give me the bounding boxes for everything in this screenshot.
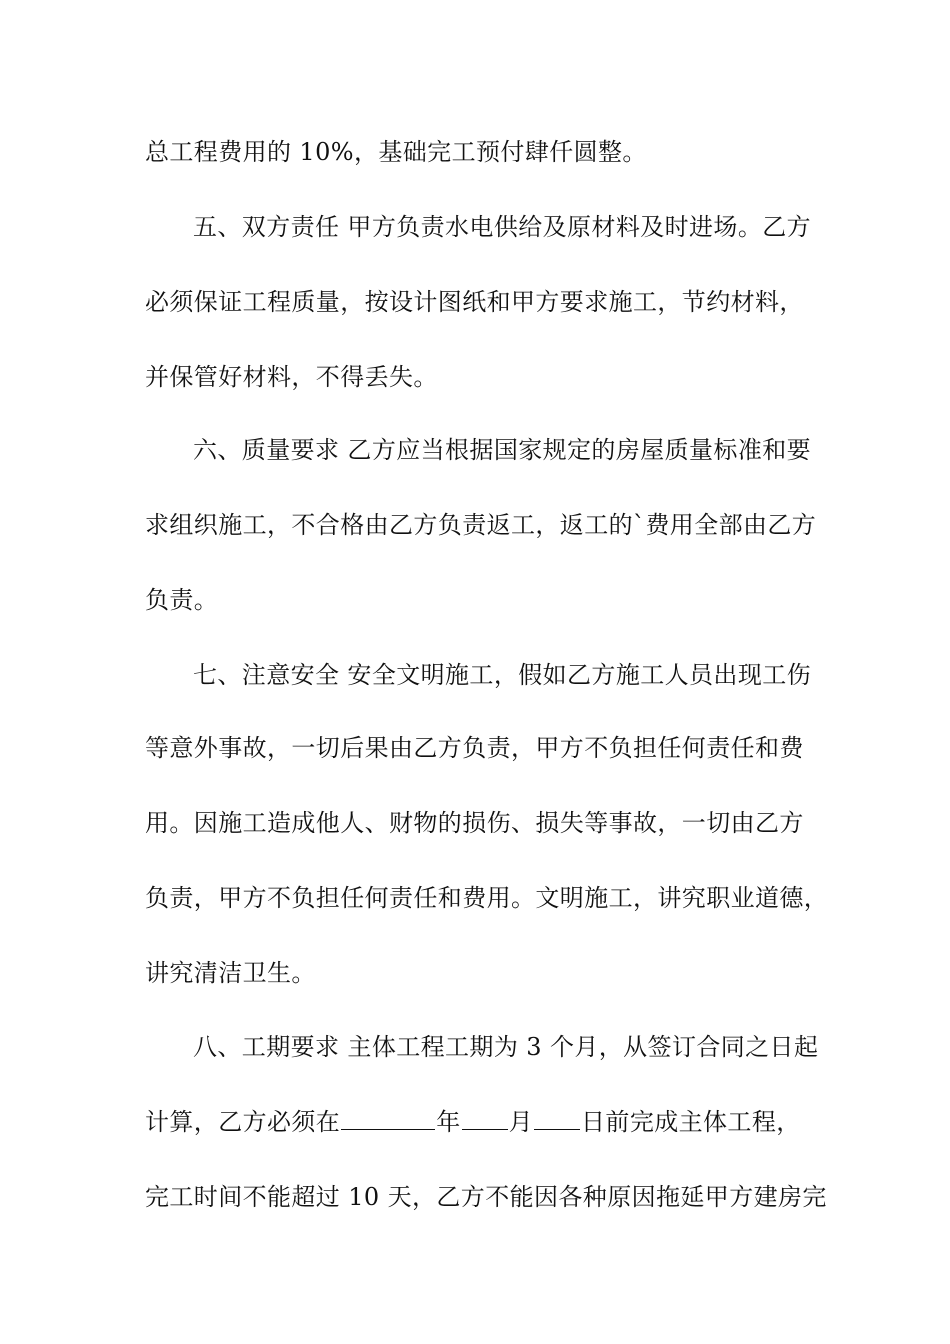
section-6-heading-line: 六、质量要求 乙方应当根据国家规定的房屋质量标准和要 xyxy=(193,436,812,464)
section-8-heading-line: 八、工期要求 主体工程工期为 3 个月，从签订合同之日起 xyxy=(193,1033,819,1061)
text-line-7: 负责。 xyxy=(145,586,219,614)
text-line-9: 等意外事故，一切后果由乙方负责，甲方不负担任何责任和费 xyxy=(145,734,804,762)
text-line-4: 并保管好材料，不得丢失。 xyxy=(145,363,438,391)
section-5-heading-line: 五、双方责任 甲方负责水电供给及原材料及时进场。乙方 xyxy=(193,213,812,241)
month-blank-field[interactable] xyxy=(462,1107,508,1130)
month-label: 月 xyxy=(508,1108,534,1136)
text-line-10: 用。因施工造成他人、财物的损伤、损失等事故，一切由乙方 xyxy=(145,809,804,837)
text-line-12: 讲究清洁卫生。 xyxy=(145,959,316,987)
deadline-line xyxy=(145,1107,825,1137)
text-line-6: 求组织施工，不合格由乙方负责返工，返工的`费用全部由乙方 xyxy=(145,511,817,539)
deadline-text-before: 计算，乙方必须在 xyxy=(145,1108,341,1136)
day-blank-field[interactable] xyxy=(534,1107,580,1130)
section-7-heading-line: 七、注意安全 安全文明施工，假如乙方施工人员出现工伤 xyxy=(193,661,812,689)
year-blank-field[interactable] xyxy=(341,1107,435,1130)
year-label: 年 xyxy=(436,1108,461,1136)
text-line-3: 必须保证工程质量，按设计图纸和甲方要求施工，节约材料， xyxy=(145,288,804,316)
text-line-1: 总工程费用的 10%，基础完工预付肆仟圆整。 xyxy=(145,138,647,166)
text-line-11: 负责，甲方不负担任何责任和费用。文明施工，讲究职业道德， xyxy=(145,884,829,912)
deadline-text-after: 日前完成主体工程， xyxy=(581,1108,801,1136)
text-line-15: 完工时间不能超过 10 天，乙方不能因各种原因拖延甲方建房完 xyxy=(145,1183,827,1211)
